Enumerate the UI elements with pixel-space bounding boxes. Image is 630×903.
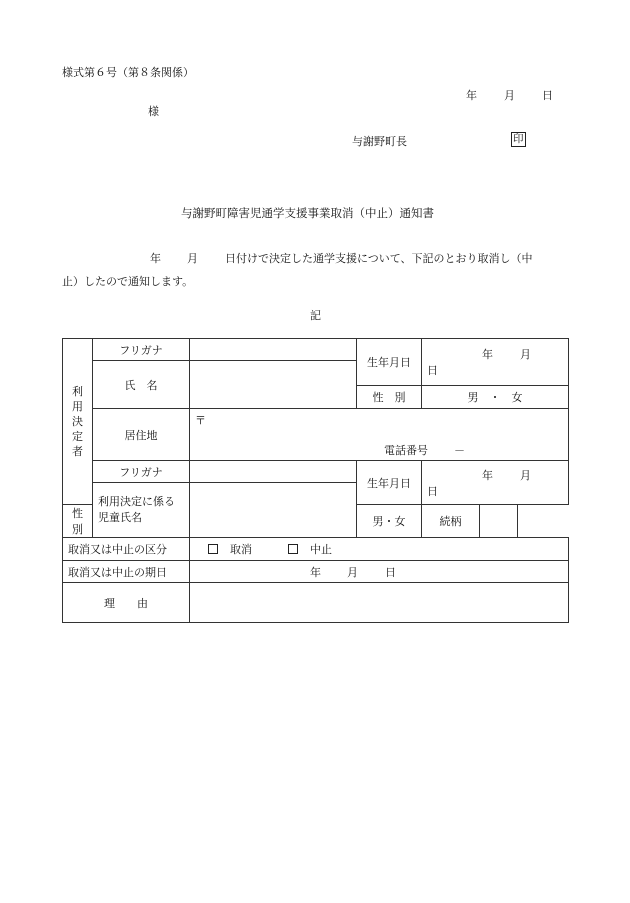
address-field[interactable] (190, 409, 569, 461)
birth-year-2: 年 (482, 468, 493, 482)
date-field[interactable] (190, 561, 569, 583)
recipient-suffix: 様 (148, 105, 159, 118)
cancel-option-label: 取消 (230, 543, 252, 556)
birthdate-label-2: 生年月日 (357, 461, 422, 505)
reason-field[interactable] (190, 583, 569, 623)
reason-label: 理 由 (63, 583, 190, 623)
body-text-1: で決定した通学支援について、下記のとおり取消し（中 (258, 252, 533, 265)
gender-options[interactable]: 男 ・ 女 (422, 386, 569, 409)
form-number: 様式第６号（第８条関係） (62, 66, 194, 79)
body-line-2: 止）したので通知します。 (62, 275, 194, 288)
furigana-label-2: フリガナ (93, 461, 190, 483)
furigana-field[interactable] (190, 339, 357, 361)
issue-month: 月 (504, 89, 515, 102)
phone-label: 電話番号 (384, 444, 428, 457)
end-year: 年 (310, 565, 321, 579)
user-group-label: 利 用 決 定 者 (63, 339, 93, 505)
birth-day: 日 (427, 364, 438, 377)
category-label: 取消又は中止の区分 (63, 538, 190, 561)
birth-month: 月 (520, 348, 531, 361)
seal-mark: 印 (513, 133, 524, 145)
gender-options-2[interactable]: 男・女 (357, 505, 422, 538)
birthdate-label: 生年月日 (357, 339, 422, 386)
birth-month-2: 月 (520, 468, 531, 482)
gender-label-2: 性 別 (63, 505, 93, 538)
birthdate-field-2[interactable] (422, 461, 569, 505)
gender-label: 性 別 (357, 386, 422, 409)
issuer: 与謝野町長 (352, 135, 407, 148)
stop-checkbox[interactable] (288, 544, 298, 554)
child-name-field[interactable] (190, 483, 357, 538)
relationship-label: 続柄 (422, 505, 480, 538)
postal-mark: 〒 (195, 414, 206, 427)
end-month: 月 (347, 565, 358, 579)
issue-date (466, 87, 553, 103)
category-options (190, 538, 569, 561)
furigana-field-2[interactable] (190, 461, 357, 483)
cancel-checkbox[interactable] (208, 544, 218, 554)
details-table (62, 338, 569, 623)
body-day: 日付け (225, 252, 258, 265)
birth-day-2: 日 (427, 484, 438, 498)
furigana-label: フリガナ (93, 339, 190, 361)
phone-dash: － (454, 444, 465, 457)
address-label: 居住地 (93, 409, 190, 461)
body-month: 月 (187, 252, 198, 265)
relationship-field[interactable] (480, 505, 518, 538)
official-seal (511, 132, 526, 147)
child-name-label: 利用決定に係る 児童氏名 (93, 483, 190, 538)
date-label: 取消又は中止の期日 (63, 561, 190, 583)
stop-option-label: 中止 (310, 543, 332, 556)
name-field[interactable] (190, 361, 357, 409)
ki-heading: 記 (310, 309, 321, 322)
body-year: 年 (150, 252, 161, 265)
issue-day: 日 (542, 89, 553, 102)
birth-year: 年 (482, 348, 493, 361)
document-title: 与謝野町障害児通学支援事業取消（中止）通知書 (181, 206, 434, 220)
end-day: 日 (385, 565, 396, 579)
issue-year: 年 (466, 89, 477, 102)
body-line-1 (150, 250, 533, 266)
name-label: 氏 名 (93, 361, 190, 409)
birthdate-field[interactable] (422, 339, 569, 386)
